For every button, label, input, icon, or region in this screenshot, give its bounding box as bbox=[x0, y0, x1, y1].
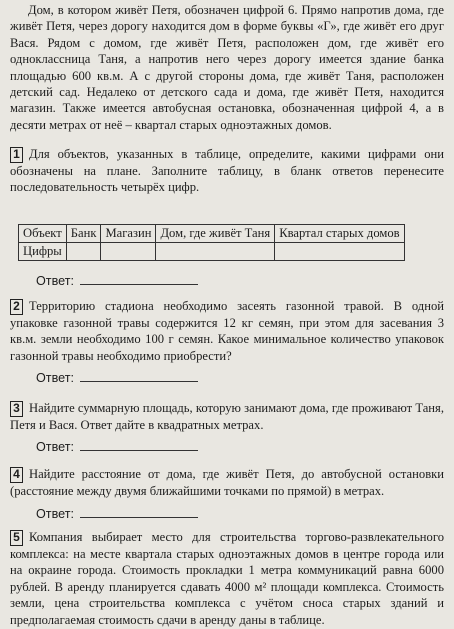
task-text: Для объектов, указанных в таблице, определите, какими цифрами они обозначены на плане. Заполните таблицу, в бланк ответов перенесите последовательность четырёх цифр. bbox=[10, 147, 444, 195]
task-3 bbox=[10, 400, 444, 433]
answer-cell[interactable] bbox=[66, 243, 101, 261]
table-cell: Дом, где живёт Таня bbox=[156, 225, 275, 243]
objects-table bbox=[18, 224, 405, 261]
answer-label: Ответ: bbox=[36, 440, 74, 454]
answer-4 bbox=[36, 505, 198, 521]
task-2 bbox=[10, 298, 444, 364]
table-cell: Объект bbox=[19, 225, 67, 243]
answer-cell[interactable] bbox=[275, 243, 404, 261]
answer-line[interactable] bbox=[80, 272, 198, 285]
task-1 bbox=[10, 146, 444, 196]
answer-3 bbox=[36, 438, 198, 454]
task-number: 1 bbox=[10, 147, 23, 163]
task-number: 5 bbox=[10, 530, 23, 546]
answer-label: Ответ: bbox=[36, 507, 74, 521]
task-number: 4 bbox=[10, 467, 23, 483]
task-text: Территорию стадиона необходимо засеять газонной травой. В одной упаковке газонной травы содержится 12 кг семян, при этом для засевания 3 кв.м. земли необходимо 100 г семян. Какое минимальное количество упаковок газонной травы необходимо приобрести? bbox=[10, 299, 444, 363]
task-number: 2 bbox=[10, 299, 23, 315]
task-text: Найдите суммарную площадь, которую занимают дома, где проживают Таня, Петя и Вася. Ответ дайте в квадратных метрах. bbox=[10, 401, 444, 432]
answer-label: Ответ: bbox=[36, 371, 74, 385]
answer-2 bbox=[36, 369, 198, 385]
answer-line[interactable] bbox=[80, 505, 198, 518]
table-row bbox=[19, 243, 405, 261]
task-text: Найдите расстояние от дома, где живёт Петя, до автобусной остановки (расстояние между двумя ближайшими точками по прямой) в метрах. bbox=[10, 467, 444, 498]
table-cell: Цифры bbox=[19, 243, 67, 261]
intro-paragraph: Дом, в котором живёт Петя, обозначен цифрой 6. Прямо напротив дома, где живёт Петя, через дорогу находится дом в форме буквы «Г», где живёт его друг Вася. Рядом с домом, где живёт Петя, расположен дом, где живёт его одноклассница Таня, а напротив него через дорогу имеется здание банка площадью 600 кв.м. А с другой стороны дома, где живёт Таня, расположен детский сад. Недалеко от детского сада и дома, где живёт Петя, находится магазин. Также имеется автобусная остановка, обозначенная цифрой 4, а в десяти метрах от неё – квартал старых одноэтажных домов. bbox=[10, 3, 444, 132]
answer-label: Ответ: bbox=[36, 274, 74, 288]
table-cell: Магазин bbox=[101, 225, 156, 243]
task-5 bbox=[10, 529, 444, 628]
table-cell: Квартал старых домов bbox=[275, 225, 404, 243]
answer-1 bbox=[36, 272, 198, 288]
answer-cell[interactable] bbox=[156, 243, 275, 261]
table-cell: Банк bbox=[66, 225, 101, 243]
task-4 bbox=[10, 466, 444, 499]
answer-cell[interactable] bbox=[101, 243, 156, 261]
answer-line[interactable] bbox=[80, 438, 198, 451]
task-text: Компания выбирает место для строительства торгово-развлекательного комплекса: на месте квартала старых одноэтажных домов в центре города или на окраине города. Стоимость прокладки 1 метра коммуникаций равна 6000 рублей. В аренду планируется сдавать 4000 м² площади комплекса. Стоимость земли, цена строительства комплекса с учётом сноса старых зданий и предполагаемая стоимость сдачи в аренду даны в таблице. bbox=[10, 530, 444, 627]
task-number: 3 bbox=[10, 401, 23, 417]
table-row bbox=[19, 225, 405, 243]
answer-line[interactable] bbox=[80, 369, 198, 382]
